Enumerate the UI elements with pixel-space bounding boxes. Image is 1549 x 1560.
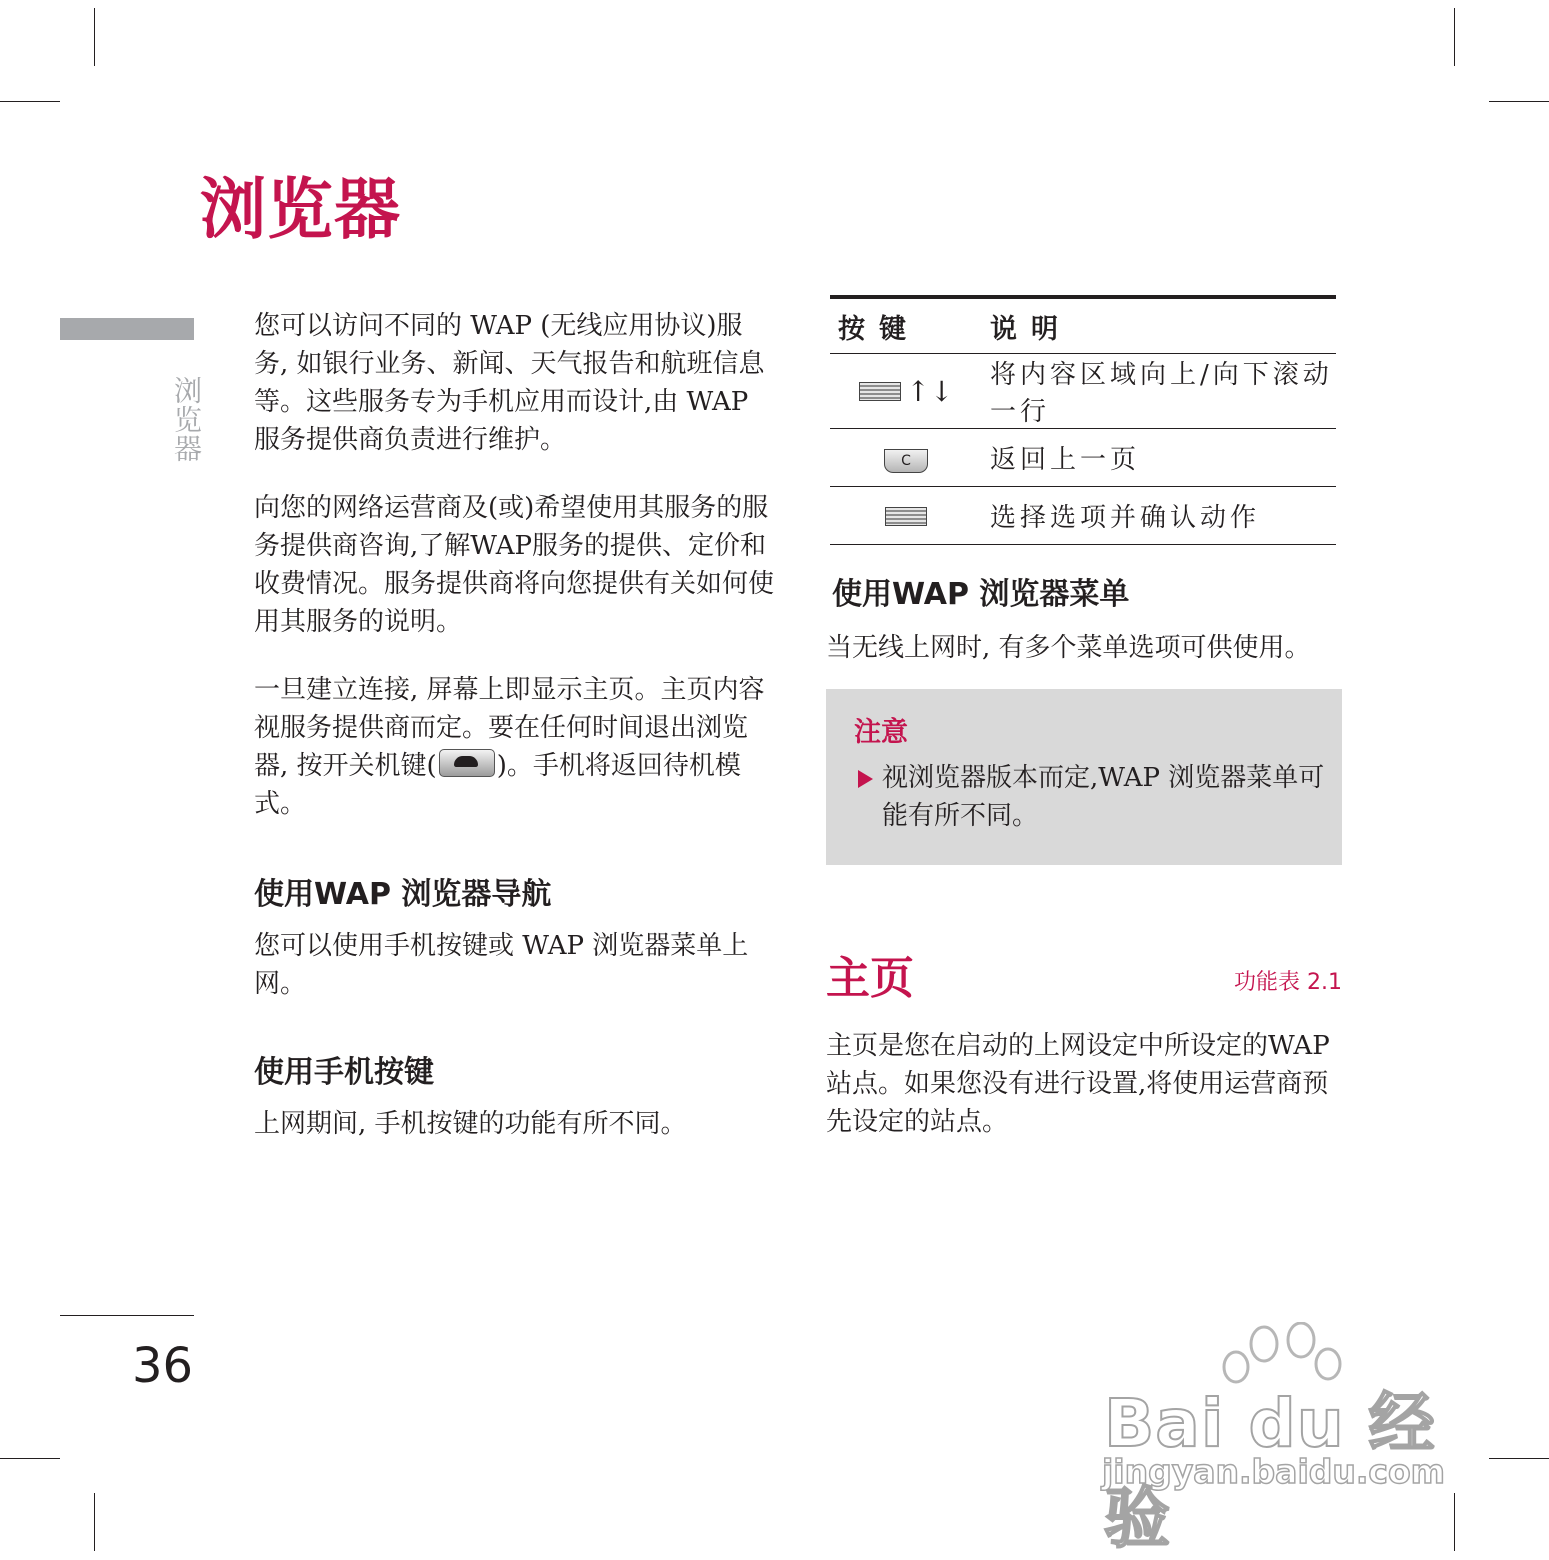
note-item-text: 视浏览器版本而定,WAP 浏览器菜单可能有所不同。	[882, 763, 1325, 831]
ok-key-icon	[885, 507, 927, 526]
right-column	[826, 295, 1342, 1141]
table-row	[830, 487, 1336, 545]
table-header-key: 按键	[830, 297, 982, 354]
connect-text-after: )。手机将返回待机模式。	[254, 751, 741, 819]
page-number-rule	[60, 1315, 194, 1316]
keys-section-text: 上网期间, 手机按键的功能有所不同。	[254, 1109, 687, 1139]
keys-section-heading: 使用手机按键	[254, 1055, 434, 1090]
navigation-key-icon	[859, 382, 901, 401]
connect-paragraph	[254, 671, 774, 823]
crop-mark	[1454, 8, 1455, 66]
nav-section-text: 您可以使用手机按键或 WAP 浏览器菜单上网。	[254, 931, 749, 999]
table-row	[830, 354, 1336, 429]
intro-paragraph: 向您的网络运营商及(或)希望使用其服务的服务提供商咨询,了解WAP服务的提供、定价和收费情况。服务提供商将向您提供有关如何使用其服务的说明。	[254, 493, 775, 637]
page-number: 36	[132, 1338, 194, 1394]
crop-mark	[1489, 101, 1549, 102]
table-cell-description: 返回上一页	[982, 429, 1336, 487]
crop-mark	[94, 8, 95, 66]
crop-mark	[0, 101, 60, 102]
note-item	[854, 759, 1342, 835]
end-call-key-icon	[439, 749, 495, 777]
nav-section-heading: 使用WAP 浏览器导航	[254, 877, 552, 912]
watermark-url: jingyan.baidu.com	[1102, 1452, 1446, 1491]
crop-mark	[94, 1493, 95, 1551]
note-box	[826, 689, 1342, 865]
table-header-row	[830, 297, 1336, 354]
side-tab-label: 浏览器	[170, 376, 203, 463]
menu-section-heading: 使用WAP 浏览器菜单	[832, 577, 1130, 612]
crop-mark	[1489, 1458, 1549, 1459]
page-title: 浏览器	[200, 171, 401, 248]
baidu-watermark	[1096, 1322, 1466, 1557]
watermark-brand: Bai du 经验	[1104, 1385, 1436, 1557]
up-down-arrows: ↑↓	[906, 374, 954, 408]
bullet-triangle-icon	[858, 770, 873, 788]
clear-key-icon: C	[884, 449, 928, 473]
table-cell-description: 将内容区域向上/向下滚动一行	[982, 354, 1336, 429]
home-section-title: 主页	[826, 953, 914, 1004]
note-title: 注意	[854, 717, 908, 748]
connect-text-before: 一旦建立连接, 屏幕上即显示主页。主页内容视服务提供商而定。要在任何时间退出浏览器, 按开关机键(	[254, 675, 765, 781]
side-tab-bar	[60, 318, 194, 340]
intro-paragraph: 您可以访问不同的 WAP (无线应用协议)服务, 如银行业务、新闻、天气报告和航班信息等。这些服务专为手机应用而设计,由 WAP 服务提供商负责进行维护。	[254, 311, 765, 455]
left-column	[254, 307, 774, 1143]
table-header-description: 说明	[982, 297, 1336, 354]
home-section-header	[826, 953, 1342, 1015]
crop-mark	[0, 1458, 60, 1459]
menu-section-text: 当无线上网时, 有多个菜单选项可供使用。	[826, 633, 1311, 663]
table-row	[830, 429, 1336, 487]
key-function-table	[830, 295, 1336, 545]
home-section-text: 主页是您在启动的上网设定中所设定的WAP 站点。如果您没有进行设置,将使用运营商预先设定的站点。	[826, 1031, 1330, 1137]
table-cell-description: 选择选项并确认动作	[982, 487, 1336, 545]
menu-reference: 功能表 2.1	[1234, 970, 1342, 995]
